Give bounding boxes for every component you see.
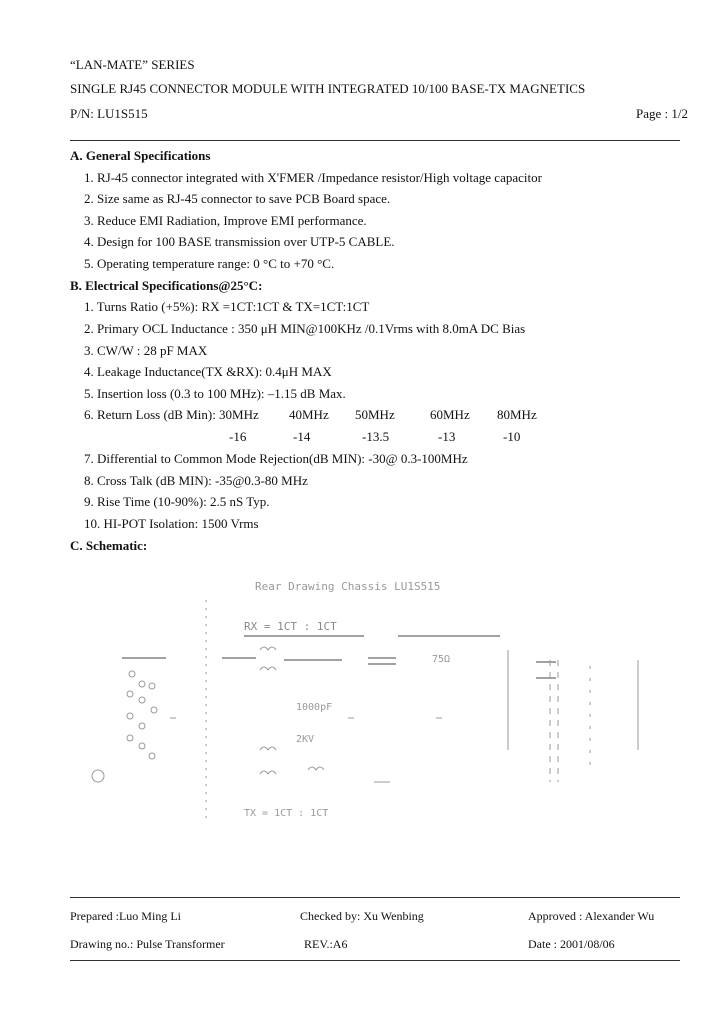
section-b-title: B. Electrical Specifications@25°C: (70, 278, 263, 293)
coil (260, 771, 276, 774)
approved-by: Approved : Alexander Wu (528, 909, 655, 923)
return-loss-value: -16 (229, 429, 247, 444)
section-a-item: 3. Reduce EMI Radiation, Improve EMI performance. (84, 213, 367, 228)
return-loss-value: -13.5 (362, 429, 390, 444)
section-b-item: 9. Rise Time (10-90%): 2.5 nS Typ. (84, 494, 270, 509)
schematic-cap: 1000pF (296, 702, 333, 713)
header-divider (70, 140, 680, 141)
section-a-item: 4. Design for 100 BASE transmission over UTP-5 CABLE. (84, 234, 395, 249)
section-a-item: 2. Size same as RJ-45 connector to save PCB Board space. (84, 191, 391, 206)
pin-circle (139, 743, 145, 749)
pin-circle (151, 707, 157, 713)
series-title: “LAN-MATE” SERIES (70, 57, 195, 72)
pin-circle (127, 691, 133, 697)
section-c-title: C. Schematic: (70, 538, 148, 553)
pin-circle (139, 723, 145, 729)
revision: REV.:A6 (304, 937, 348, 951)
schematic-ratio: RX = 1CT : 1CT (244, 620, 337, 633)
schematic-res: 75Ω (432, 654, 451, 665)
coil (308, 767, 324, 770)
prepared-by: Prepared :Luo Ming Li (70, 909, 181, 923)
document-title: SINGLE RJ45 CONNECTOR MODULE WITH INTEGRATED 10/100 BASE-TX MAGNETICS (70, 81, 586, 96)
pin-circle (149, 753, 155, 759)
pin-circle (92, 770, 104, 782)
schematic-tx: TX = 1CT : 1CT (244, 808, 329, 819)
drawing-number: Drawing no.: Pulse Transformer (70, 937, 225, 951)
page-number: Page : 1/2 (636, 106, 688, 121)
schematic-note: Rear Drawing Chassis LU1S515 (255, 580, 441, 593)
footer-divider-top (70, 897, 680, 898)
checked-by: Checked by: Xu Wenbing (300, 909, 424, 923)
part-number: P/N: LU1S515 (70, 106, 148, 121)
pin-circle (129, 671, 135, 677)
section-b-item: 4. Leakage Inductance(TX &RX): 0.4μH MAX (84, 364, 332, 379)
section-b-item: 5. Insertion loss (0.3 to 100 MHz): –1.15 dB Max. (84, 386, 346, 401)
section-b-item: 8. Cross Talk (dB MIN): -35@0.3-80 MHz (84, 473, 308, 488)
return-loss-value: -14 (293, 429, 311, 444)
section-b-item: 3. CW/W : 28 pF MAX (84, 343, 208, 358)
pin-circle (139, 681, 145, 687)
document-date: Date : 2001/08/06 (528, 937, 615, 951)
return-loss-value: -10 (503, 429, 521, 444)
pin-circle (139, 697, 145, 703)
return-loss-label: 6. Return Loss (dB Min): 30MHz (84, 407, 259, 422)
schematic-diagram (80, 570, 660, 830)
section-a-item: 5. Operating temperature range: 0 °C to +70 °C. (84, 256, 335, 271)
section-a-item: 1. RJ-45 connector integrated with X'FMER /Impedance resistor/High voltage capacitor (84, 170, 542, 185)
coil (260, 647, 276, 650)
schematic-svg (80, 570, 660, 830)
return-loss-freq: 40MHz (289, 407, 329, 422)
pin-circle (127, 713, 133, 719)
pin-circle (149, 683, 155, 689)
section-a-title: A. General Specifications (70, 148, 211, 163)
section-b-item: 2. Primary OCL Inductance : 350 μH MIN@100KHz /0.1Vrms with 8.0mA DC Bias (84, 321, 526, 336)
return-loss-value: -13 (438, 429, 456, 444)
pin-circle (127, 735, 133, 741)
return-loss-freq: 80MHz (497, 407, 537, 422)
return-loss-freq: 50MHz (355, 407, 395, 422)
coil (260, 747, 276, 750)
coil (260, 667, 276, 670)
return-loss-freq: 60MHz (430, 407, 470, 422)
section-b-item: 7. Differential to Common Mode Rejection(dB MIN): -30@ 0.3-100MHz (84, 451, 468, 466)
schematic-cap2: 2KV (296, 734, 315, 745)
section-b-item: 1. Turns Ratio (+5%): RX =1CT:1CT & TX=1CT:1CT (84, 299, 370, 314)
section-b-item: 10. HI-POT Isolation: 1500 Vrms (84, 516, 259, 531)
footer-divider-bottom (70, 960, 680, 961)
